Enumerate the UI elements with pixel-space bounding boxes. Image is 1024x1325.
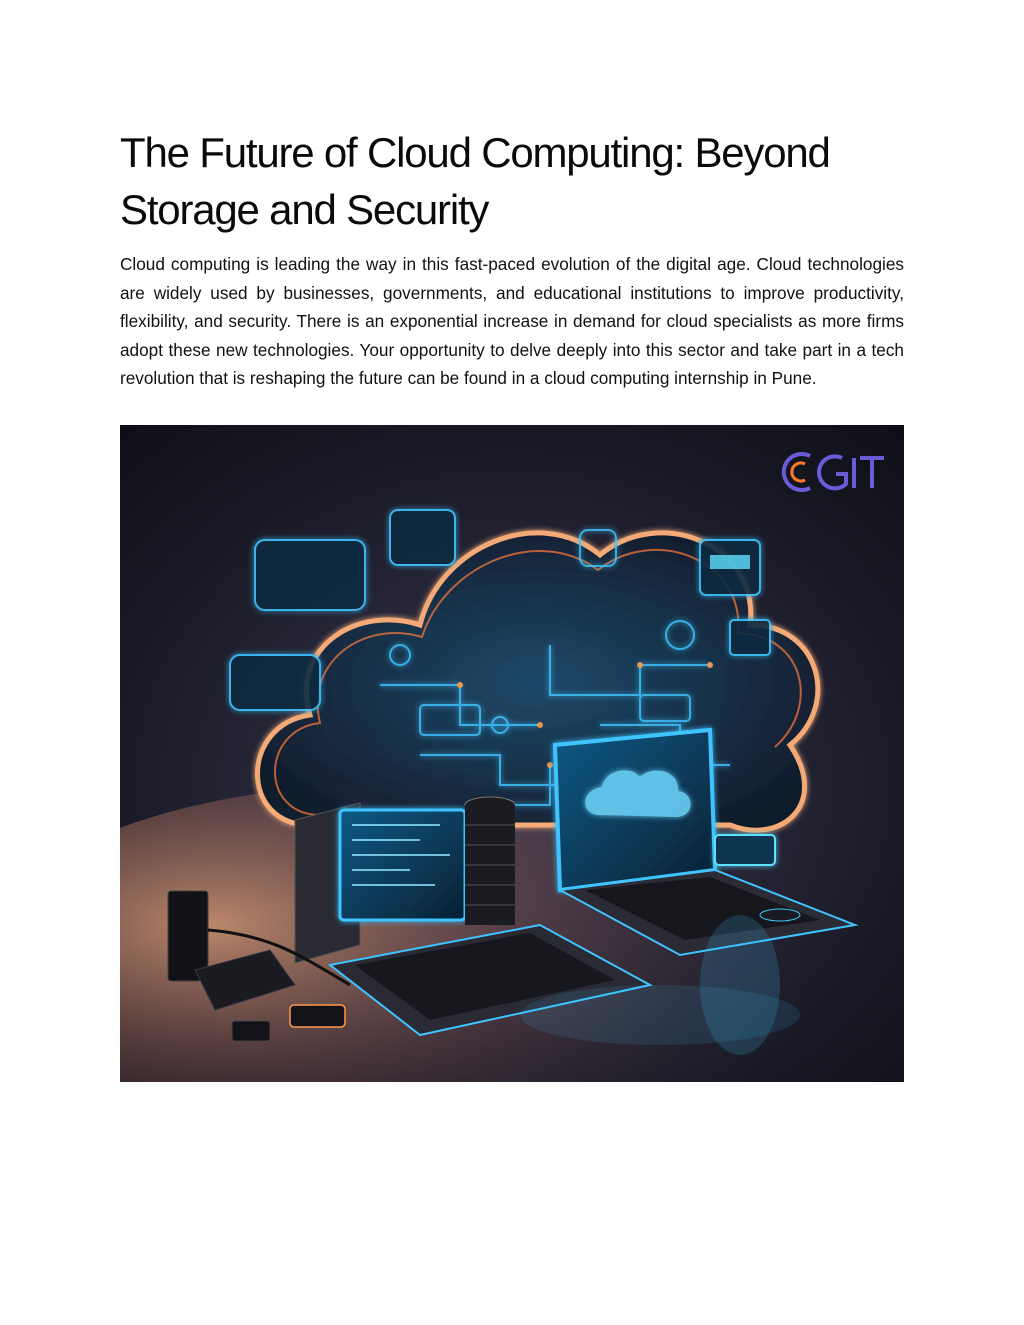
cloud-computing-illustration (120, 425, 904, 1082)
article (120, 124, 904, 393)
page-title: The Future of Cloud Computing: Beyond Storage and Security (120, 129, 830, 233)
article-paragraph: Cloud computing is leading the way in this fast-paced evolution of the digital age. Cloud technologies are widely used by businesses, governments, and educational institutions to improve productivity, flexibility, and security. There is an exponential increase in demand for cloud specialists as more firms adopt these new technologies. Your opportunity to delve deeply into this sector and take part in a tech revolution that is reshaping the future can be found in a cloud computing internship in Pune. (120, 254, 904, 389)
cloud-computing-illustration-icon (120, 425, 904, 1082)
